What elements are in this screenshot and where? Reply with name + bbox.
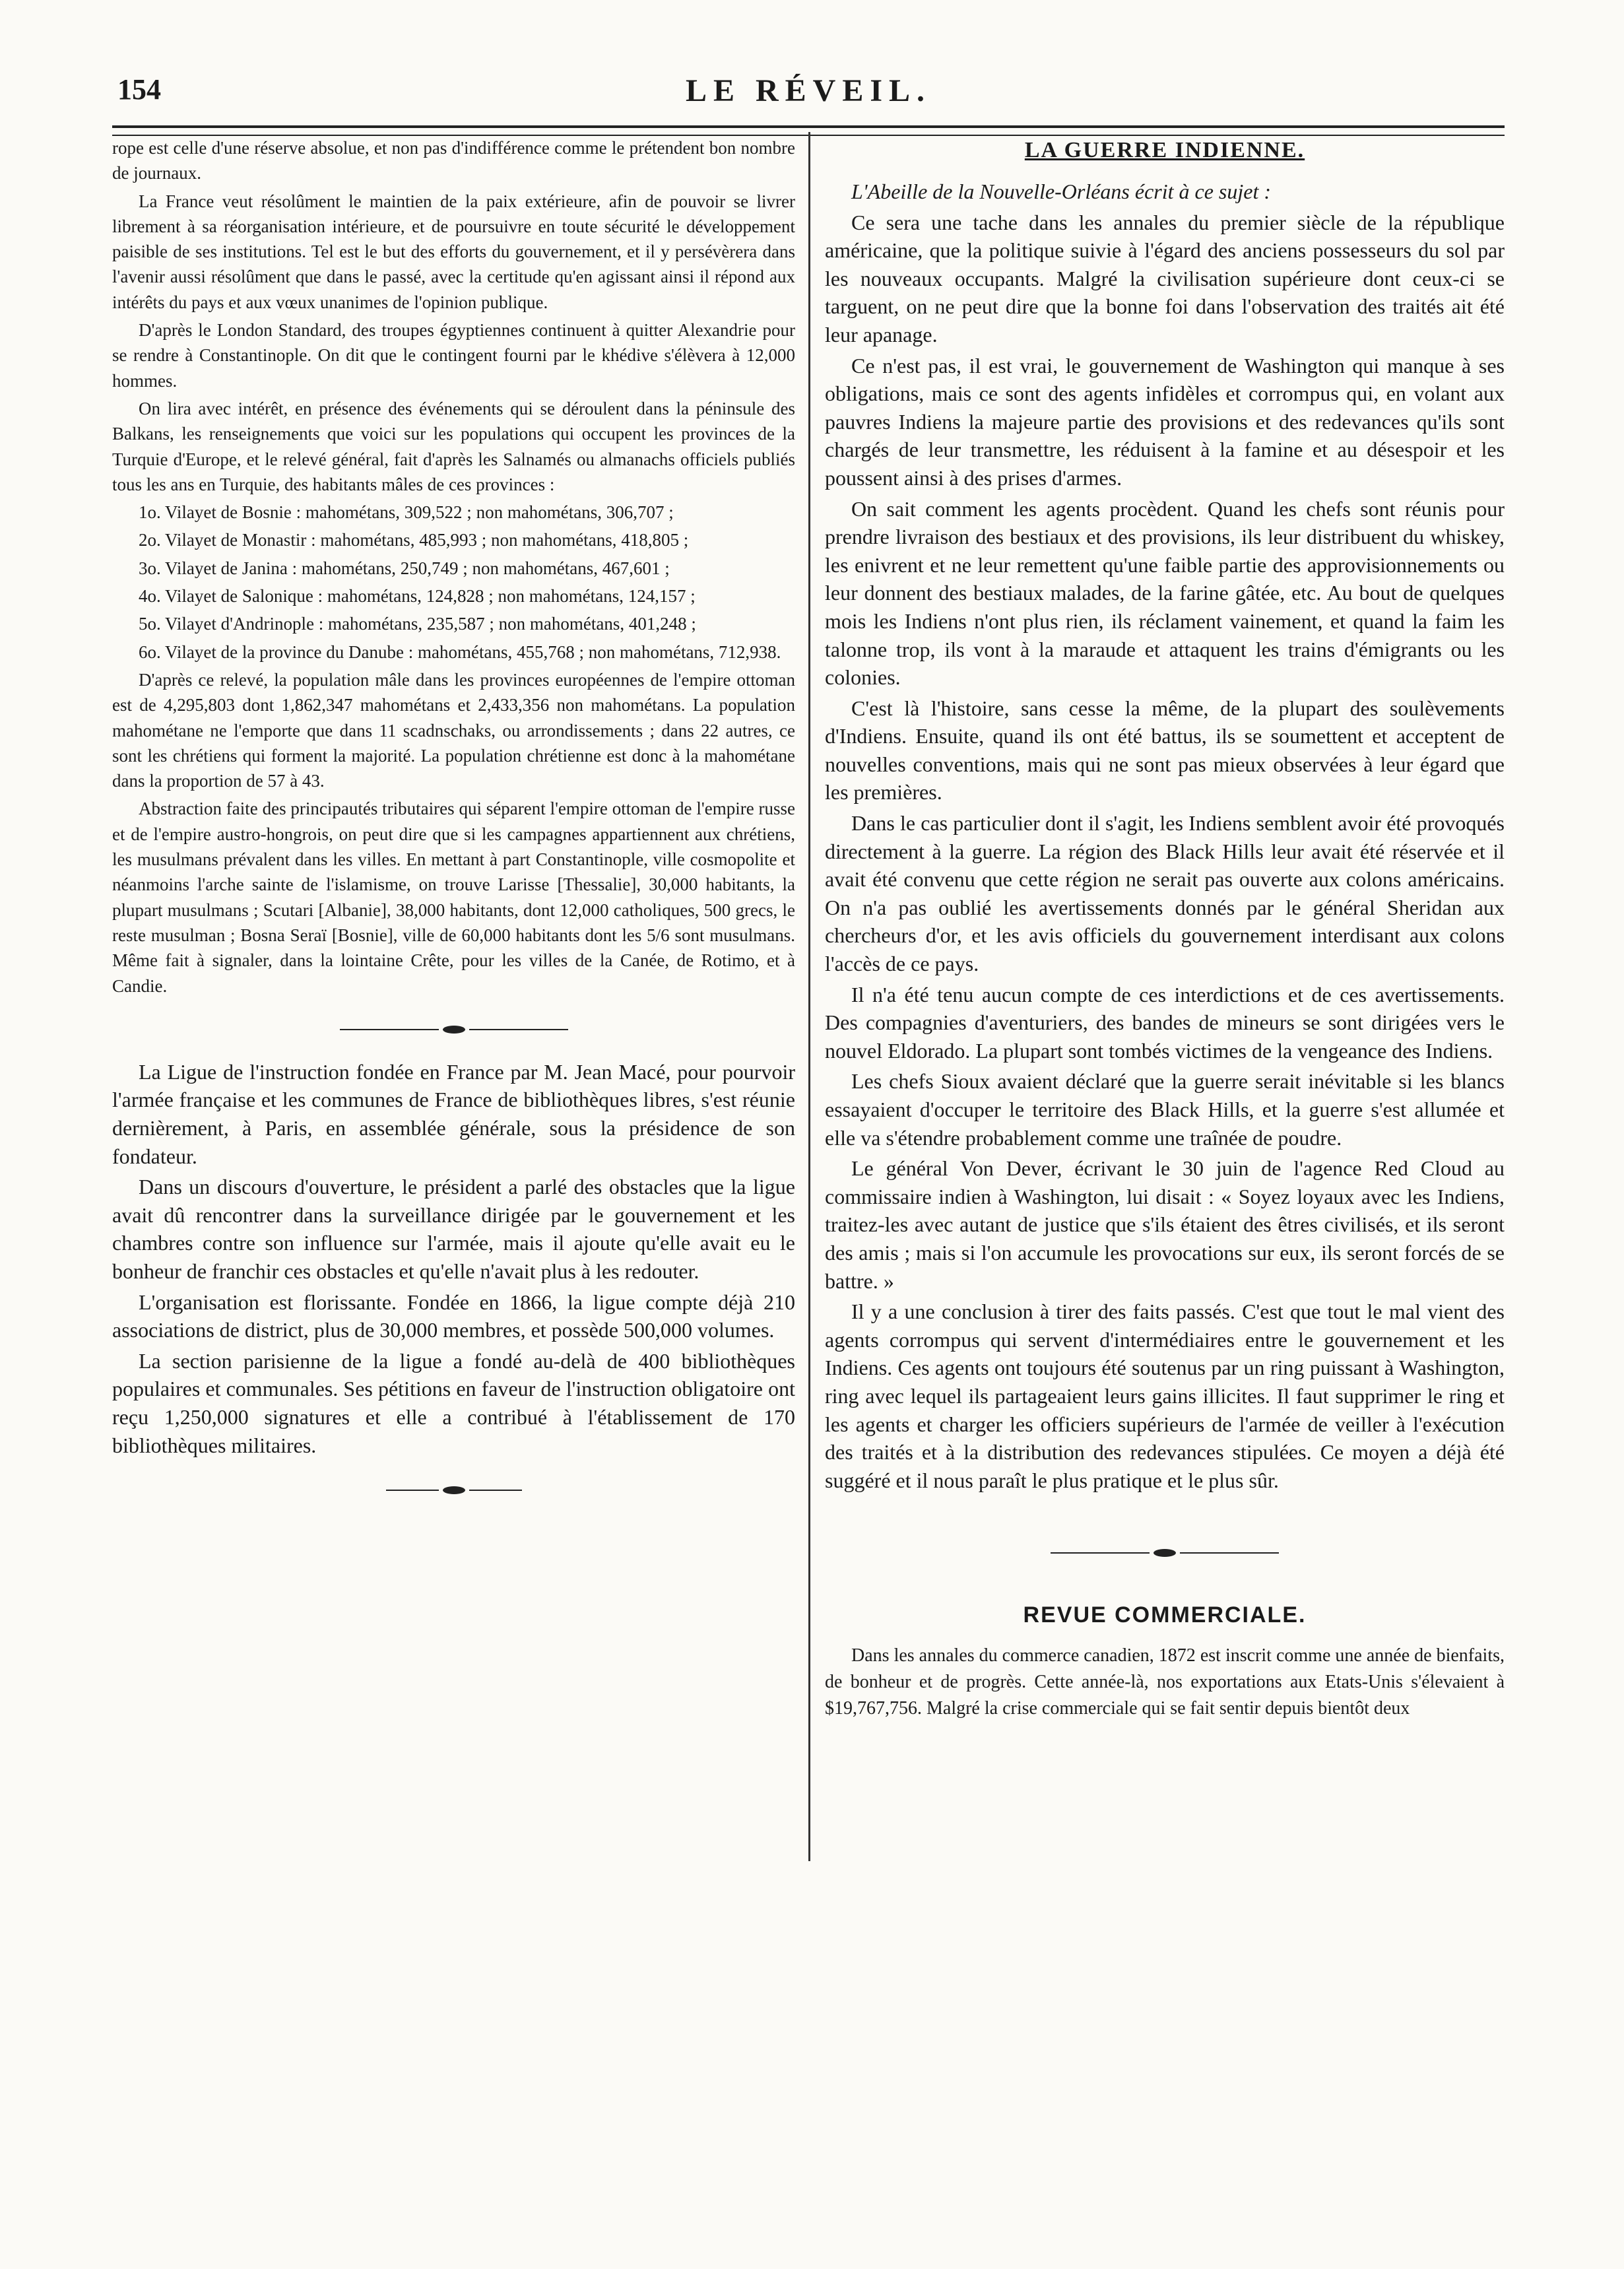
article-paragraph: D'après le London Standard, des troupes égyptiennes continuent à quitter Alexandrie pour se rendre à Constantinople. On dit que le contingent fourni par le khédive s'élèvera à 12,000 hommes.: [112, 320, 795, 391]
page-header: [112, 73, 1505, 132]
vilayet-entry: 2o. Vilayet de Monastir : mahométans, 485,993 ; non mahométans, 418,805 ;: [139, 530, 689, 550]
article-paragraph: Ce sera une tache dans les annales du premier siècle de la république américaine, que la politique suivie à l'égard des anciens possesseurs du sol par les nouveaux occupants. Malgré la civilisation supérieure dont ceux-ci se targuent, on ne peut dire que la bonne foi dans l'observation des traités ait été leur apanage.: [825, 210, 1505, 346]
article-paragraph: La France veut résolûment le maintien de la paix extérieure, afin de pouvoir se livrer librement à sa réorganisation intérieure, et de poursuivre en toute sécurité le développement paisible de ses institutions. Tel est le but des efforts du gouvernement, et il y persévèrera dans l'avenir aussi résolûment que dans le passé, avec la certitude qu'en agissant ainsi il répond aux intérêts du pays et aux vœux unanimes de l'opinion publique.: [112, 191, 795, 312]
article-paragraph: Il y a une conclusion à tirer des faits passés. C'est que tout le mal vient des agents corrompus qui servent d'intermédiaires entre le gouvernement et les Indiens. Ces agents ont toujours été soutenus par un ring puissant à Washington, ring avec lequel ils partageaient leurs gains illicites. Il faut supprimer le ring et les agents et charger les officiers supérieurs de l'armée de veiller à l'exécution des traités et à la distribution des redevances stipulées. Ce moyen a déjà été suggéré et il nous paraît le plus pratique et le plus sûr.: [825, 1299, 1505, 1492]
vilayet-entry: 6o. Vilayet de la province du Danube : mahométans, 455,768 ; non mahométans, 712,938.: [139, 641, 781, 662]
article-paragraph: Abstraction faite des principautés tributaires qui séparent l'empire ottoman de l'empire russe et de l'empire austro-hongrois, on peut dire que si les campagnes appartiennent aux chrétiens, les musulmans prévalent dans les villes. En mettant à part Constantinople, ville cosmopolite et néanmoins l'arche sainte de l'islamisme, on trouve Larisse [Thessalie], 30,000 habitants, la plupart musulmans ; Scutari [Albanie], 38,000 habitants, dont 12,000 catholiques, 500 grecs, le reste musulman ; Bosna Seraï [Bosnie], ville de 60,000 habitants dont les 5/6 sont musulmans. Même fait à signaler, dans la lointaine Crête, pour les villes de la Canée, de Rotimo, et à Candie.: [112, 799, 795, 996]
article-paragraph: D'après ce relevé, la population mâle dans les provinces européennes de l'empire ottoman est de 4,295,803 dont 1,862,347 mahométans et 2,433,356 non mahométans. La population mahométane ne l'emporte que dans 11 scadnschaks, ou arrondissements ; dans 22 autres, ce sont les chrétiens qui forment la majorité. La population chrétienne est donc à la mahométane dans la proportion de 57 à 43.: [112, 669, 795, 791]
article-paragraph: Le général Von Dever, écrivant le 30 juin de l'agence Red Cloud au commissaire indien à Washington, lui disait : « Soyez loyaux avec les Indiens, traitez-les avec autant de justice que s'ils étaient des êtres civilisés, et ils seront des amis ; mais si l'on accumule les provocations sur eux, ils seront forcés de se battre. »: [825, 1156, 1505, 1293]
article-paragraph: C'est là l'histoire, sans cesse la même, de la plupart des soulèvements d'Indiens. Ensuite, quand ils ont été battus, ils se soumettent et acceptent de nouvelles conventions, mais qui ne sont pas mieux observées à leur égard que les premières.: [825, 696, 1505, 805]
revue-heading: REVUE COMMERCIALE.: [1023, 1602, 1307, 1628]
article-paragraph: La Ligue de l'instruction fondée en France par M. Jean Macé, pour pourvoir l'armée française et les communes de France de bibliothèques libres, s'est réunie dernièrement, à Paris, en assemblée générale, sous la présidence de son fondateur.: [112, 1059, 795, 1168]
journal-title: LE RÉVEIL.: [685, 73, 932, 108]
article-paragraph: Dans le cas particulier dont il s'agit, les Indiens semblent avoir été provoqués directement à la guerre. La région des Black Hills leur avait été réservée et il avait été convenu que cette région ne serait pas ouverte aux colons américains. On n'a pas oublié les avertissements donnés par le général Sheridan aux chercheurs d'or, et les avis officiels du gouvernement interdisant aux colons l'accès de ce pays.: [825, 811, 1505, 976]
section-ornament: [112, 1478, 795, 1500]
right-column: [825, 135, 1505, 1725]
left-column: [112, 135, 795, 1519]
vilayet-entry: 5o. Vilayet d'Andrinople : mahométans, 235,587 ; non mahométans, 401,248 ;: [139, 614, 696, 634]
section-ornament: [825, 1540, 1505, 1563]
article-paragraph: La section parisienne de la ligue a fondé au-delà de 400 bibliothèques populaires et communales. Ses pétitions en faveur de l'instruction obligatoire ont reçu 1,250,000 signatures et elle a contribué à l'établissement de 170 bibliothèques militaires.: [112, 1348, 795, 1457]
article-paragraph: rope est celle d'une réserve absolue, et non pas d'indifférence comme le prétendent bon nombre de journaux.: [112, 138, 795, 183]
section-ornament: [112, 1017, 795, 1039]
guerre-heading: LA GUERRE INDIENNE.: [1024, 138, 1305, 162]
article-paragraph: On sait comment les agents procèdent. Quand les chefs sont réunis pour prendre livraison des bestiaux et des provisions, ils leur distribuent du whiskey, les enivrent et ne leur remettent qu'une faible partie des approvisionnements ou leur donnent des bestiaux malades, de la farine gâtée, etc. Au bout de quelques mois les Indiens n'ont plus rien, ils réclament vainement, et quand la faim les talonne trop, ils vont à la maraude et attaquent les trains d'émigrants ou les colonies.: [825, 496, 1505, 690]
vilayet-entry: 1o. Vilayet de Bosnie : mahométans, 309,522 ; non mahométans, 306,707 ;: [139, 502, 674, 523]
article-paragraph: Dans un discours d'ouverture, le président a parlé des obstacles que la ligue avait dû rencontrer dans la surveillance dirigée par le gouvernement et les chambres contre son influence sur l'armée, mais il ajoute qu'elle avait eu le bonheur de franchir ces obstacles et qu'elle n'avait plus à les redouter.: [112, 1175, 795, 1283]
article-paragraph: L'organisation est florissante. Fondée en 1866, la ligue compte déjà 210 associations de district, plus de 30,000 membres, et possède 500,000 volumes.: [112, 1290, 795, 1342]
revue-article: [825, 1643, 1505, 1722]
page-number: 154: [117, 73, 161, 106]
article-paragraph: Il n'a été tenu aucun compte de ces interdictions et de ces avertissements. Des compagnies d'aventuriers, des bandes de mineurs se sont dirigées vers le nouvel Eldorado. La plupart sont tombés victimes de la vengeance des Indiens.: [825, 982, 1505, 1063]
article-paragraph: Dans les annales du commerce canadien, 1872 est inscrit comme une année de bienfaits, de bonheur et de progrès. Cette année-là, nos exportations aux Etats-Unis s'élevaient à $19,767,756. Malgré la crise commerciale qui se fait sentir depuis bientôt deux: [825, 1645, 1505, 1719]
news-briefs: [112, 135, 795, 999]
article-paragraph: Les chefs Sioux avaient déclaré que la guerre serait inévitable si les blancs essayaient d'occuper le territoire des Black Hills, et la guerre s'est allumée et elle va s'étendre probablement comme une traînée de poudre.: [825, 1069, 1505, 1150]
vilayet-entry: 3o. Vilayet de Janina : mahométans, 250,749 ; non mahométans, 467,601 ;: [139, 558, 670, 578]
column-divider: [808, 132, 810, 1861]
article-paragraph: On lira avec intérêt, en présence des événements qui se déroulent dans la péninsule des Balkans, les renseignements que voici sur les populations qui occupent les provinces de la Turquie d'Europe, et le relevé général, fait d'après les Salnamés ou almanachs officiels publiés tous les ans en Turquie, des habitants mâles de ces provinces :: [112, 398, 795, 494]
article-intro: L'Abeille de la Nouvelle-Orléans écrit à ce sujet :: [851, 180, 1271, 203]
guerre-article: [825, 178, 1505, 1494]
ligue-article: [112, 1058, 795, 1459]
article-paragraph: Ce n'est pas, il est vrai, le gouvernement de Washington qui manque à ses obligations, mais ce sont des agents infidèles et corrompus qui, en volant aux pauvres Indiens la majeure partie des provisions et des redevances qu'ils sont chargés de leur transmettre, les réduisent à la famine et au désespoir et les poussent ainsi à des prises d'armes.: [825, 353, 1505, 490]
vilayet-entry: 4o. Vilayet de Salonique : mahométans, 124,828 ; non mahométans, 124,157 ;: [139, 586, 696, 607]
